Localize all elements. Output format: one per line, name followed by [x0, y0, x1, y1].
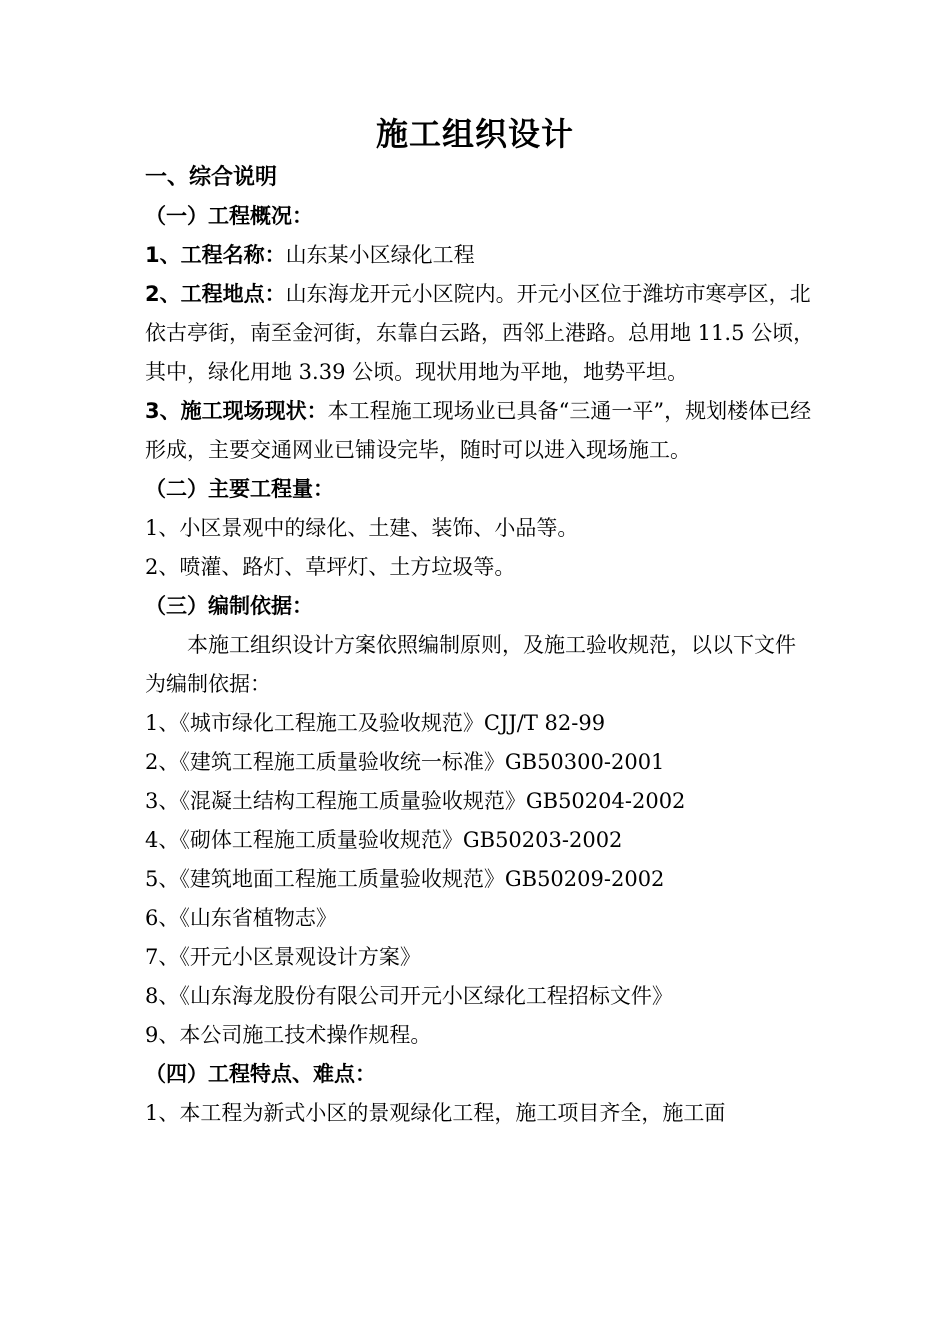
basis-item: 7、《开元小区景观设计方案》	[145, 945, 421, 969]
basis-item: 1、《城市绿化工程施工及验收规范》CJJ/T 82-99	[145, 711, 606, 735]
overview-label-site-status: 3、施工现场现状：	[145, 399, 328, 423]
basis-item: 6、《山东省植物志》	[145, 906, 337, 930]
overview-label-location: 2、工程地点：	[145, 282, 286, 306]
overview-label-project-name: 1、工程名称：	[145, 243, 286, 267]
subsection-heading-overview: （一）工程概况：	[145, 204, 313, 228]
basis-intro: 本施工组织设计方案依照编制原则，及施工验收规范，以以下文件为编制依据：	[145, 633, 796, 696]
quantities-item: 2、喷灌、路灯、草坪灯、土方垃圾等。	[145, 555, 516, 579]
overview-text-site-status: 本工程施工现场业已具备“三通一平”，规划楼体已经形成，主要交通网业已铺设完毕，随时可以进入现场施工。	[145, 399, 812, 462]
overview-text-project-name: 山东某小区绿化工程	[285, 243, 475, 267]
basis-item: 5、《建筑地面工程施工质量验收规范》GB50209-2002	[145, 867, 665, 891]
basis-item: 2、《建筑工程施工质量验收统一标准》GB50300-2001	[145, 750, 665, 774]
overview-text-location: 山东海龙开元小区院内。开元小区位于潍坊市寒亭区，北依古亭街，南至金河街，东靠白云路，西邻上港路。总用地 11.5 公顷，其中，绿化用地 3.39 公顷。现状用地为平地，地势平坦。	[145, 282, 815, 384]
basis-item: 8、《山东海龙股份有限公司开元小区绿化工程招标文件》	[145, 984, 673, 1008]
basis-item: 9、本公司施工技术操作规程。	[145, 1023, 432, 1047]
basis-item: 3、《混凝土结构工程施工质量验收规范》GB50204-2002	[145, 789, 686, 813]
document-body	[145, 158, 815, 1133]
basis-item: 4、《砌体工程施工质量验收规范》GB50203-2002	[145, 828, 623, 852]
subsection-heading-quantities: （二）主要工程量：	[145, 477, 334, 501]
overview-item-site-status	[145, 392, 815, 470]
overview-item-location	[145, 275, 815, 392]
subsection-heading-basis: （三）编制依据：	[145, 594, 313, 618]
document-title: 施工组织设计	[375, 115, 574, 153]
section-heading-general: 一、综合说明	[145, 165, 278, 190]
overview-item-project-name	[145, 236, 815, 275]
features-item: 1、本工程为新式小区的景观绿化工程，施工项目齐全，施工面	[145, 1101, 726, 1125]
subsection-heading-features: （四）工程特点、难点：	[145, 1062, 376, 1086]
quantities-item: 1、小区景观中的绿化、土建、装饰、小品等。	[145, 516, 579, 540]
